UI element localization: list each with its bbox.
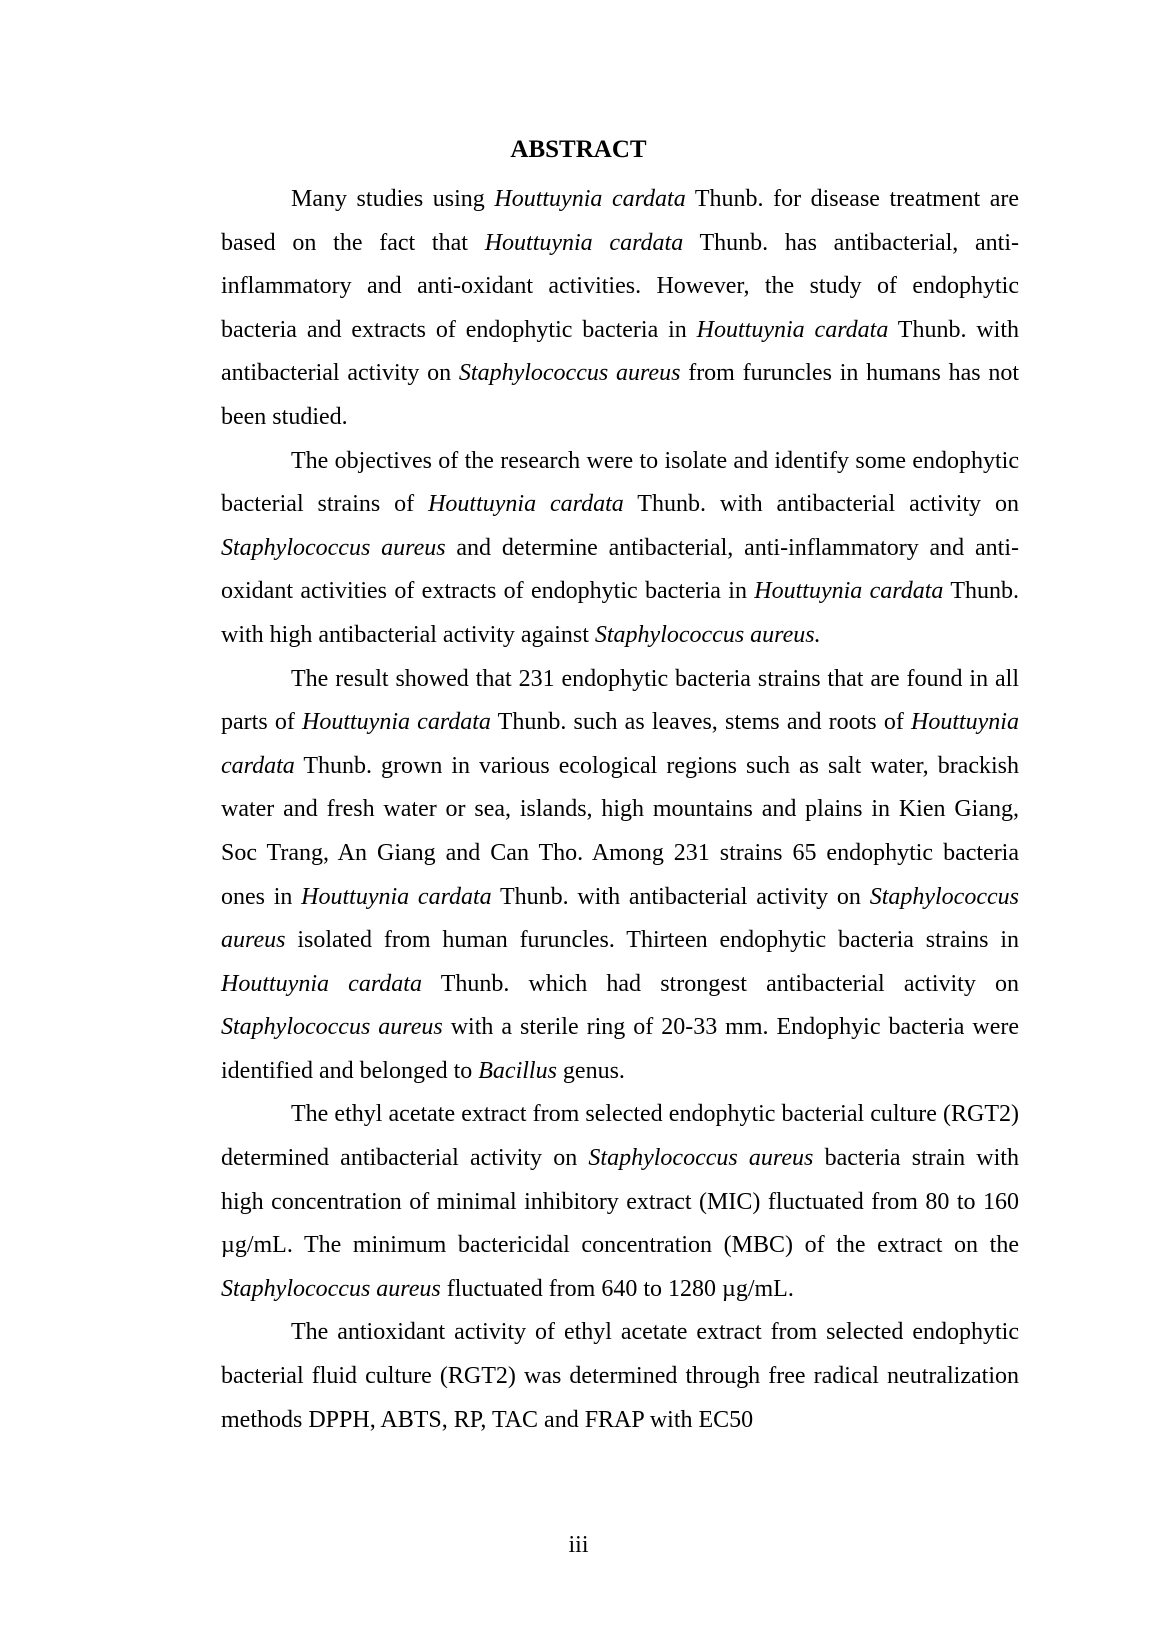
text-segment: with a sterile ring of 20-33 mm. Endophyic bacteria were identified and belonged to	[221, 1014, 1019, 1084]
text-segment: Thunb. with antibacterial activity on	[491, 883, 870, 910]
text-segment: Thunb. which had strongest antibacterial activity on	[421, 970, 1019, 997]
text-segment: isolated from human furuncles. Thirteen endophytic bacteria strains in	[285, 927, 1019, 954]
italic-term: Houttuynia cardata	[301, 883, 492, 910]
paragraph-4	[221, 1093, 1019, 1311]
italic-term: Houttuynia cardata	[494, 186, 686, 212]
paragraph-1	[221, 178, 1019, 440]
italic-term: Houttuynia cardata	[696, 316, 889, 343]
paragraph-5	[221, 1311, 1019, 1442]
abstract-title: ABSTRACT	[510, 136, 647, 163]
text-segment: The antioxidant activity of ethyl acetate extract from selected endophytic bacterial fluid culture (RGT2) was determined through free radical neutralization methods DPPH, ABTS, RP, TAC and FRAP with EC50	[221, 1319, 1019, 1433]
text-segment: Thunb. for disease treatment are based on the fact that	[221, 186, 1019, 256]
italic-term: Staphylococcus aureus	[221, 1014, 443, 1041]
text-segment: from furuncles in humans has not been studied.	[221, 360, 1020, 430]
italic-term: Staphylococcus aureus.	[594, 621, 821, 648]
italic-term: Bacillus	[478, 1057, 557, 1084]
text-segment: Many studies using	[291, 186, 495, 212]
page-number: iii	[568, 1532, 589, 1558]
italic-term: Houttuynia cardata	[428, 491, 624, 518]
text-segment: Thunb. has antibacterial, anti-inflammatory and anti-oxidant activities. However, the study of endophytic bacteria and extracts of endophytic bacteria in	[221, 229, 1020, 343]
text-segment: Thunb. with antibacterial activity on	[623, 491, 1019, 518]
text-segment: fluctuated from 640 to 1280 µg/mL.	[440, 1275, 794, 1302]
text-segment: bacteria strain with high concentration of minimal inhibitory extract (MIC) fluctuated from 80 to 160 µg/mL. The minimum bactericidal concentration (MBC) of the extract on the	[221, 1145, 1019, 1259]
italic-term: Staphylococcus aureus	[221, 1275, 441, 1302]
paragraph-3	[221, 658, 1019, 1094]
italic-term: Houttuynia cardata	[754, 578, 944, 605]
italic-term: Houttuynia cardata	[302, 709, 491, 736]
italic-term: Houttuynia cardata	[221, 970, 422, 997]
text-segment: and determine antibacterial, anti-inflammatory and anti-oxidant activities of extracts of endophytic bacteria in	[221, 534, 1019, 605]
text-segment: Thunb. grown in various ecological regions such as salt water, brackish water and fresh water or sea, islands, high mountains and plains in Kien Giang, Soc Trang, An Giang and Can Tho. Among 231 strains 65 endophytic bacteria ones in	[221, 752, 1019, 910]
abstract-body	[221, 178, 1019, 1442]
text-segment: Thunb. such as leaves, stems and roots of	[490, 709, 911, 736]
paragraph-2	[221, 440, 1019, 658]
text-segment: Thunb. with high antibacterial activity against	[221, 578, 1019, 648]
italic-term: Staphylococcus aureus	[221, 883, 1019, 954]
text-segment: Thunb. with antibacterial activity on	[221, 316, 1019, 387]
italic-term: Staphylococcus aureus	[458, 360, 681, 387]
italic-term: Staphylococcus aureus	[588, 1145, 814, 1172]
italic-term: Houttuynia cardata	[221, 709, 1019, 779]
italic-term: Staphylococcus aureus	[221, 534, 446, 561]
italic-term: Houttuynia cardata	[484, 229, 684, 256]
text-segment: The ethyl acetate extract from selected endophytic bacterial culture (RGT2) determined antibacterial activity on	[221, 1101, 1019, 1172]
text-segment: The objectives of the research were to isolate and identify some endophytic bacterial strains of	[221, 447, 1019, 518]
text-segment: genus.	[556, 1057, 625, 1084]
text-segment: The result showed that 231 endophytic bacteria strains that are found in all parts of	[221, 665, 1019, 736]
